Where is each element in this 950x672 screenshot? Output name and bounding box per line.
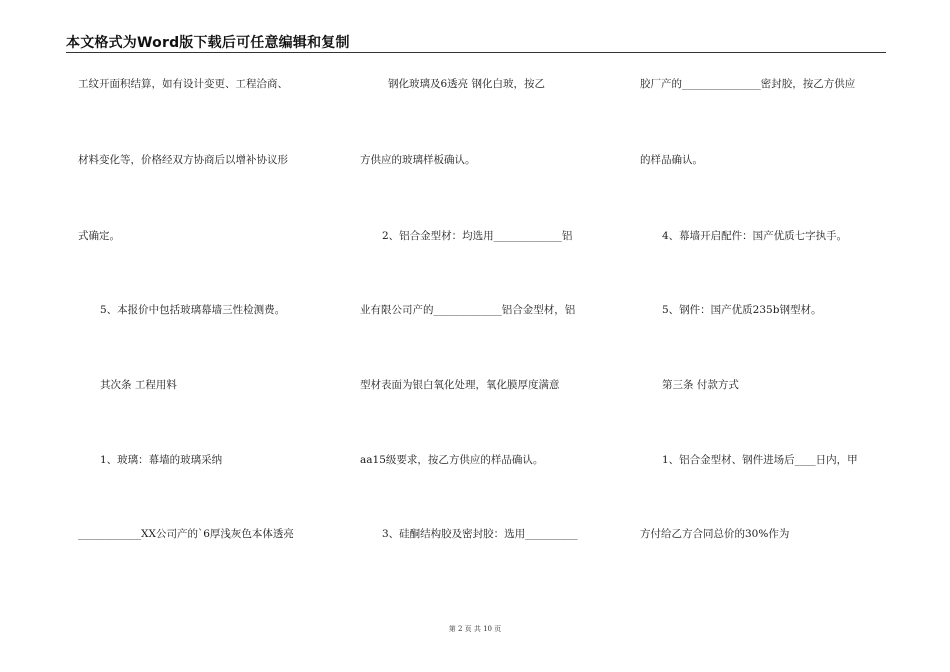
text-line: 1、玻璃：幕墙的玻璃采纳 [100,454,223,466]
text-line: 业有限公司产的_____________铝合金型材，铝 [360,304,576,316]
text-line: 型材表面为银白氧化处理，氧化膜厚度满意 [360,379,560,391]
text-line: 5、本报价中包括玻璃幕墙三性检测费。 [100,304,286,316]
text-line: 工纹开面积结算，如有设计变更、工程洽商、 [78,78,288,90]
text-line: aa15级要求，按乙方供应的样品确认。 [360,454,544,466]
text-line: 2、铝合金型材：均选用_____________铝 [382,230,573,242]
document-title: 本文格式为Word版下载后可任意编辑和复制 [66,35,350,51]
text-line: 方付给乙方合同总价的30%作为 [640,528,790,540]
text-line: ____________XX公司产的`6厚浅灰色本体透亮 [78,528,294,540]
page-number: 第 2 页 共 10 页 [448,625,502,633]
section-heading: 其次条 工程用料 [100,379,177,391]
text-line: 式确定。 [78,230,120,242]
text-line: 4、幕墙开启配件：国产优质七字执手。 [662,230,848,242]
text-line: 1、铝合金型材、钢件进场后____日内，甲 [662,454,858,466]
section-heading: 第三条 付款方式 [662,379,739,391]
text-line: 3、硅酮结构胶及密封胶：选用__________ [382,528,578,540]
text-line: 方供应的玻璃样板确认。 [360,154,476,166]
header-divider [66,52,886,53]
text-line: 钢化玻璃及6透亮 钢化白玻，按乙 [388,78,546,90]
text-line: 材料变化等，价格经双方协商后以增补协议形 [78,154,288,166]
text-line: 胶厂产的_______________密封胶，按乙方供应 [640,78,856,90]
text-line: 的样品确认。 [640,154,703,166]
text-line: 5、钢件：国产优质235b钢型材。 [662,304,822,316]
